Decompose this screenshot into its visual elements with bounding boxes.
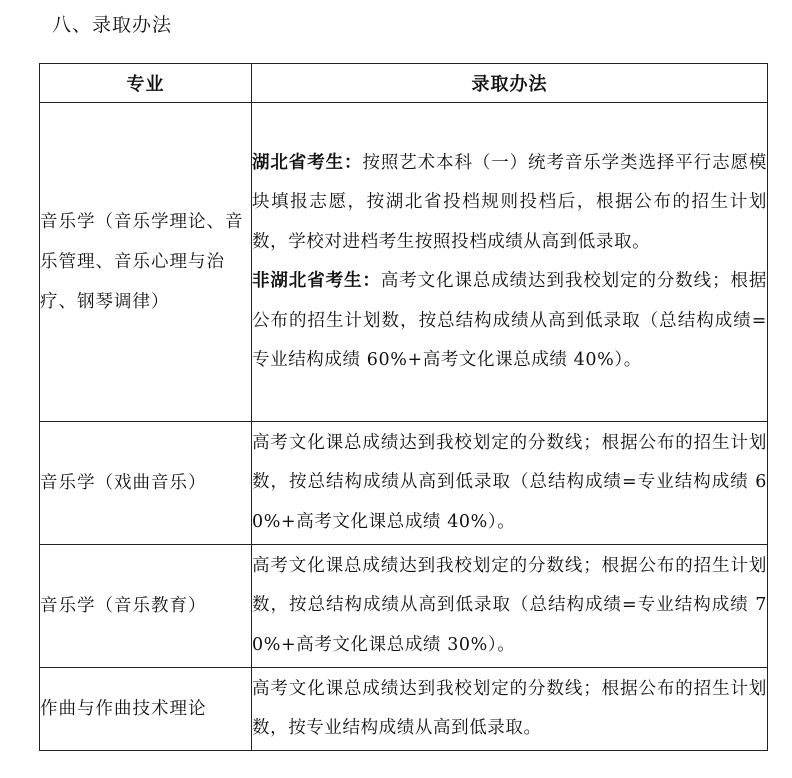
table-row <box>40 545 768 668</box>
non-hubei-candidates-label: 非湖北省考生： <box>252 271 381 291</box>
method-cell: 高考文化课总成绩达到我校划定的分数线；根据公布的招生计划数，按总结构成绩从高到低录取（总结构成绩=专业结构成绩 70%+高考文化课总成绩 30%）。 <box>252 545 768 668</box>
header-major: 专业 <box>40 64 252 103</box>
section-title: 八、录取办法 <box>52 14 173 36</box>
hubei-candidates-label: 湖北省考生： <box>252 152 363 173</box>
major-cell: 音乐学（音乐教育） <box>40 545 252 668</box>
table-row <box>40 668 768 751</box>
method-cell: 高考文化课总成绩达到我校划定的分数线；根据公布的招生计划数，按专业结构成绩从高到低录取。 <box>252 668 768 751</box>
table-row <box>40 103 768 422</box>
header-method: 录取办法 <box>252 64 768 103</box>
major-cell: 音乐学（音乐学理论、音乐管理、音乐心理与治疗、钢琴调律） <box>40 103 252 422</box>
non-hubei-candidates-text: 高考文化课总成绩达到我校划定的分数线；根据公布的招生计划数，按总结构成绩从高到低录取（总结构成绩=专业结构成绩 60%+高考文化课总成绩 40%）。 <box>252 271 767 370</box>
major-cell: 作曲与作曲技术理论 <box>40 668 252 751</box>
hubei-candidates-text: 按照艺术本科（一）统考音乐学类选择平行志愿模块填报志愿，按湖北省投档规则投档后，根据公布的招生计划数，学校对进档考生按照投档成绩从高到低录取。 <box>252 152 767 252</box>
table-header-row <box>40 64 768 103</box>
method-cell: 高考文化课总成绩达到我校划定的分数线；根据公布的招生计划数，按总结构成绩从高到低录取（总结构成绩=专业结构成绩 60%+高考文化课总成绩 40%）。 <box>252 422 768 545</box>
admission-method-table <box>39 63 768 751</box>
table-row <box>40 422 768 545</box>
major-cell: 音乐学（戏曲音乐） <box>40 422 252 545</box>
method-cell <box>252 103 768 422</box>
